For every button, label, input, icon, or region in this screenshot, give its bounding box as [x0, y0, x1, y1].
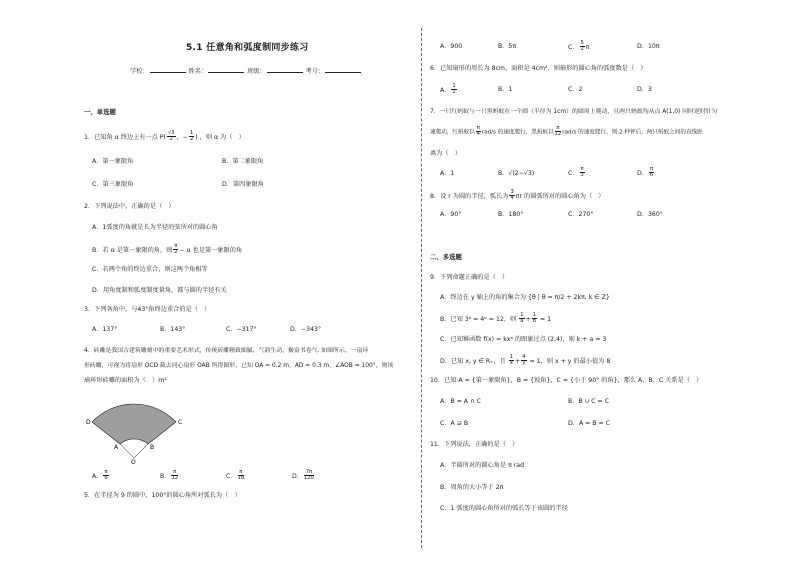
- q5-option-c[interactable]: C． $\frac{5}{2}$ π: [568, 40, 590, 53]
- q8-option-c[interactable]: C．270°: [568, 211, 594, 218]
- q2-option-b[interactable]: B．若 α 是第一象限的角，则 $\frac{\pi}{2}$ − α 也是第一象限的角: [92, 243, 243, 256]
- school-label: 学校：: [130, 68, 149, 75]
- q9-option-b[interactable]: B．已知 3ᵃ = 4ᵇ = 12，则 $\frac{1}{a}$ + $\frac{1}{b}$ = 1: [440, 312, 552, 325]
- q4-line1: 4．砖雕是我国古建筑雕刻中的重要艺术形式，传统砖雕精致细腻、气韵生动、极富书卷气. 如图所示，一扇环: [84, 348, 369, 354]
- q7-line3: 离为（ ）: [430, 150, 461, 157]
- q6-option-c[interactable]: C．2: [568, 86, 583, 93]
- q9-option-d[interactable]: D．已知 x, y ∈ R₊，且 $\frac{1}{x}$ + $\frac{4}{y}$ = 1，则 x + y 的最小值为 8: [440, 354, 611, 367]
- q10-option-b[interactable]: B．B ∪ C = C: [568, 398, 609, 405]
- label-b: B: [150, 444, 155, 451]
- q7-line1: 7．一只红蚂蚁与一只黑蚂蚁在一个圆（半径为 1cm）的圆周上爬动，且两只蚂蚁均从点 A(1,0) 同时逆时针匀: [430, 109, 718, 115]
- q2-option-d[interactable]: D．用角度制和弧度制度量角，都与圆的半径有关: [92, 287, 227, 294]
- q4-line3: 扇环形砖雕的面积为（ ）m²: [84, 377, 167, 384]
- class-blank[interactable]: [267, 66, 303, 73]
- page-title: 5.1 任意角和弧度制同步练习: [186, 43, 309, 53]
- section-multi-choice: 二、多选题: [430, 253, 462, 261]
- q9-option-a[interactable]: A．终边在 y 轴上的角的集合为 {θ | θ = π/2 + 2kπ, k ∈ Z}: [440, 294, 610, 301]
- q7-option-b[interactable]: B．√(2−√3): [498, 170, 535, 177]
- school-blank[interactable]: [150, 66, 186, 73]
- q8-option-a[interactable]: A．90°: [440, 211, 462, 218]
- q5-option-d[interactable]: D．10π: [637, 43, 660, 50]
- label-c: C: [178, 419, 183, 426]
- column-divider: [421, 28, 422, 548]
- q11-option-c[interactable]: C．1 弧度的圆心角所对的弧长等于该圆的半径: [440, 505, 568, 512]
- q9-stem: 9．下列命题正确的是（ ）: [430, 274, 509, 281]
- q11-stem: 11．下列说法，正确的是（ ）: [430, 441, 519, 448]
- q6-stem: 6．已知扇形的周长为 8cm，面积是 4cm²，则扇形的圆心角的弧度数是（ ）: [430, 65, 647, 72]
- label-d: D: [86, 419, 91, 426]
- label-o: O: [131, 459, 136, 464]
- q3-option-a[interactable]: A．137°: [92, 326, 118, 333]
- q3-option-c[interactable]: C．−317°: [226, 326, 257, 333]
- name-blank[interactable]: [208, 66, 244, 73]
- q2-option-c[interactable]: C．若两个角的终边重合，则这两个角相等: [92, 266, 208, 273]
- label-a: A: [114, 444, 119, 451]
- q1-stem: 1．已知角 α 终边上有一点 P( $\frac{√3}{2}$ ，− $\frac{1}{2}$ ) ，则 α 为（ ）: [84, 130, 245, 143]
- q8-option-d[interactable]: D．360°: [637, 211, 663, 218]
- radius-oa: [120, 444, 134, 458]
- q7-option-c[interactable]: C． $\frac{\pi}{3}$: [568, 166, 584, 179]
- q6-option-b[interactable]: B．1: [498, 86, 513, 93]
- q3-option-b[interactable]: B．143°: [160, 326, 186, 333]
- q10-option-c[interactable]: C．A ⊇ B: [440, 420, 469, 427]
- q9-option-c[interactable]: C．已知幂函数 f(x) = kxᵃ 的图象过点 (2,4)，则 k + a = 3: [440, 336, 607, 343]
- q11-option-b[interactable]: B．周角的大小等于 2π: [440, 484, 504, 491]
- name-label: 姓名：: [188, 68, 208, 75]
- q3-option-d[interactable]: D．−343°: [290, 326, 322, 333]
- q1-option-d[interactable]: D．第四象限角: [222, 181, 264, 188]
- annular-sector-shape: [92, 404, 176, 444]
- q7-option-a[interactable]: A．1: [440, 170, 455, 177]
- q5-option-a[interactable]: A．900: [440, 43, 463, 50]
- exam-no-label: 考号：: [305, 68, 325, 75]
- info-line: [130, 66, 362, 76]
- q1-option-c[interactable]: C．第三象限角: [92, 181, 134, 188]
- q3-stem: 3．下列各角中，与43°角终边重合的是（ ）: [84, 306, 211, 313]
- q7-option-d[interactable]: D． $\frac{\pi}{6}$: [637, 166, 654, 179]
- q7-line2: 速爬动，红蚂蚁以 $\frac{\pi}{4}$ rad/s 的速度爬行，黑蚂蚁以 $\frac{\pi}{12}$ rad/s 的速度爬行，则 2 秒钟后，两只蚂蚁之间的直线距: [430, 125, 703, 138]
- q6-option-a[interactable]: A． $\frac{1}{2}$: [440, 83, 456, 96]
- q1-option-a[interactable]: A．第一象限角: [92, 158, 134, 165]
- q4-option-b[interactable]: B． $\frac{\pi}{12}$: [160, 469, 179, 482]
- q5-option-b[interactable]: B．5π: [498, 43, 517, 50]
- q10-stem: 10．已知 A = {第一象限角}，B = {锐角}，C = {小于 90° 的角}，那么 A、B、C 关系是（ ）: [430, 377, 703, 384]
- class-label: 班级：: [247, 68, 266, 75]
- exam-no-blank[interactable]: [325, 66, 361, 73]
- q5-stem: 5．在半径为 9 的圆中，100°的圆心角所对弧长为（ ）: [84, 492, 241, 499]
- q8-option-b[interactable]: B．180°: [498, 211, 524, 218]
- annular-sector-figure: [84, 386, 184, 464]
- q8-stem: 8．设 r 为圆的半径，弧长为 $\frac{3}{4}$ πr 的圆弧所对的圆心角为（ ）: [430, 189, 605, 202]
- q4-option-d[interactable]: D． $\frac{7\pi}{120}$: [292, 469, 314, 482]
- section-single-choice: 一、单选题: [84, 108, 116, 116]
- radius-ob: [134, 444, 148, 458]
- q10-option-d[interactable]: D．A = B = C: [568, 420, 610, 427]
- q4-line2: 形砖雕，可视为将扇形 OCD 截去同心扇形 OAB 所得图形，已知 OA = 0.2 m，AD = 0.3 m，∠AOB = 100°，则该: [84, 363, 394, 369]
- q6-option-d[interactable]: D．3: [637, 86, 652, 93]
- q2-stem: 2．下列说法中，正确的是（ ）: [84, 203, 175, 210]
- q10-option-a[interactable]: A．B = A ∩ C: [440, 398, 481, 405]
- q11-option-a[interactable]: A．半圆所对的圆心角是 π rad: [440, 462, 525, 469]
- q4-option-a[interactable]: A． $\frac{\pi}{6}$: [92, 469, 108, 482]
- q2-option-a[interactable]: A．1弧度的角就是长为半径的弦所对的圆心角: [92, 224, 218, 231]
- q4-option-c[interactable]: C． $\frac{\pi}{18}$: [226, 469, 245, 482]
- q1-option-b[interactable]: B．第二象限角: [222, 158, 264, 165]
